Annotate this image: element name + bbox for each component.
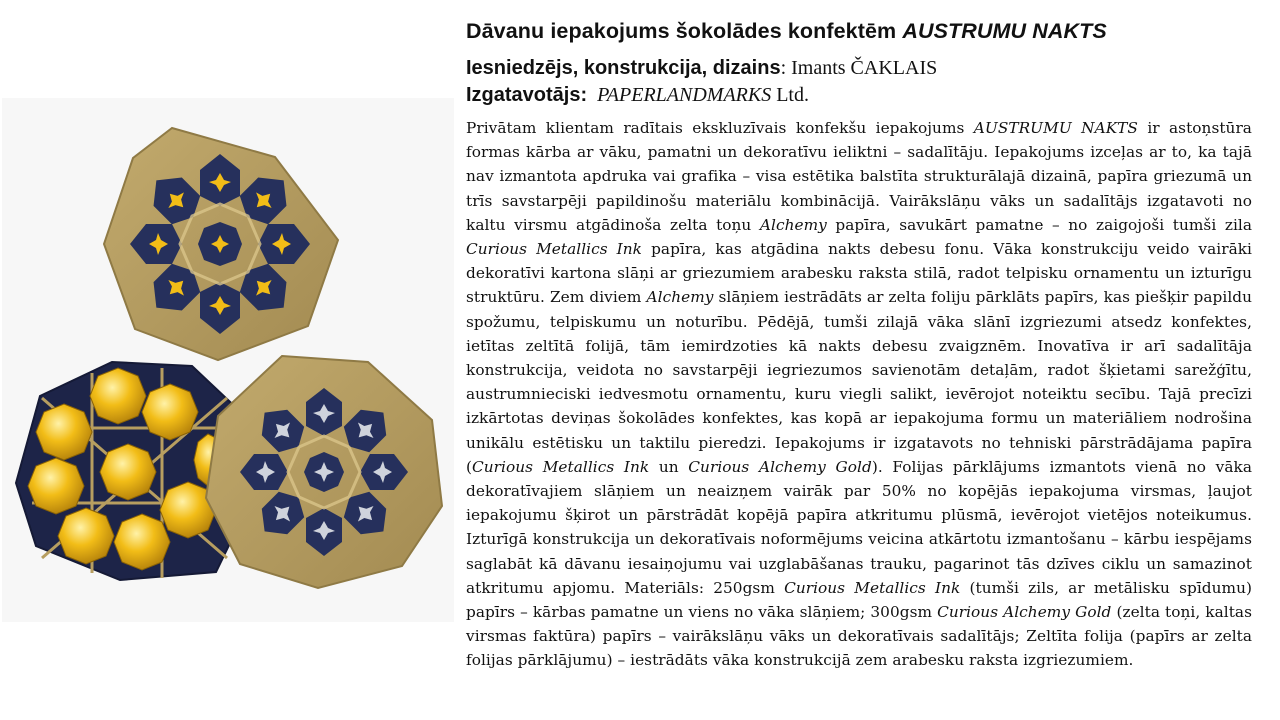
- body-italic: Alchemy: [759, 215, 827, 234]
- body-italic: Curious Alchemy Gold: [937, 603, 1112, 622]
- chocolate: [142, 384, 198, 440]
- chocolate: [90, 368, 146, 424]
- lid-closed-silver-stars: [206, 356, 442, 588]
- maker-line: [466, 82, 1252, 109]
- description-paragraph: [466, 116, 1252, 673]
- applicant-value: Imants ČAKLAIS: [791, 57, 938, 79]
- chocolate: [28, 458, 84, 514]
- page-title: [466, 16, 1252, 46]
- body-italic: Curious Metallics Ink: [472, 457, 650, 476]
- title-product-name: AUSTRUMU NAKTS: [902, 19, 1107, 43]
- body-text: (tumši zils, ar metālisku spīdumu) papīrs – kārbas pamatne un viens no vāka slāņiem; 300gsm: [466, 578, 1252, 622]
- body-italic: Curious Alchemy Gold: [688, 457, 872, 476]
- body-text: papīra, savukārt pamatne – no zaigojoši tumši zila: [826, 215, 1252, 234]
- body-italic: Curious Metallics Ink: [784, 578, 961, 597]
- description-column: [466, 16, 1252, 673]
- title-plain: Dāvanu iepakojums šokolādes konfektēm: [466, 19, 903, 43]
- maker-value: PAPERLANDMARKS: [597, 84, 772, 106]
- lid-window-center: [304, 452, 344, 492]
- applicant-label: Iesniedzējs, konstrukcija, dizains: [466, 57, 781, 79]
- body-text: un: [649, 457, 689, 476]
- lid-window-center: [198, 222, 242, 266]
- body-text: ). Folijas pārklājums izmantots vienā no vāka dekoratīvajiem slāņiem un neaizņem vairāk par 50% no kopējās iepakojuma virsmas, ļaujot iepakojumu šķirot un pārstrādāt kopējā papīra atkritumu plūsmā, ievērojot vietējos noteikumus. Izturīgā konstrukcija un dekoratīvais noformējums veicina atkārtotu izmantošanu – kārbu iespējams saglabāt kā dāvanu iesaiņojumu vai uzglabāšanas trauku, pagarinot tās dzīves ciklu un samazinot atkritumu apjomu. Materiāls: 250gsm: [466, 457, 1252, 597]
- body-italic: Curious Metallics Ink: [466, 240, 642, 259]
- body-italic: Alchemy: [646, 288, 714, 307]
- body-text: slāņiem iestrādāts ar zelta foliju pārklāts papīrs, kas piešķir papildu spožumu, telpiskumu un noturību. Pēdējā, tumši zilajā vāka slānī izgriezumi atsedz konfektes, ietītas zeltītā folijā, tām iemirdzoties kā nakts debesu zvaigznēm. Inovatīva ir arī sadalītāja konstrukcija, veidota no savstarpēji iegriezumos savienotām detaļām, radot šķietami sarežģītu, austrumnieciski iedvesmotu ornamentu, kuru viegli salikt, ievērojot noteiktu secību. Tajā precīzi izkārtotas deviņas šokolādes konfektes, kas kopā ar iepakojuma formu un materiāliem nodrošina unikālu estētisku un taktilu pieredzi. Iepakojums ir izgatavots no tehniski pārstrādājama papīra (: [466, 288, 1253, 476]
- lid-closed-gold-stars: [104, 128, 338, 360]
- body-text: (zelta toņi, kaltas virsmas faktūra) papīrs – vairākslāņu vāks un dekoratīvais sadalītājs; Zeltīta folija (papīrs ar zelta folijas pārklājumu) – iestrādāts vāka konstrukcijā zem arabesku raksta izgriezumiem.: [466, 603, 1252, 670]
- body-text: ir astoņstūra formas kārba ar vāku, pamatni un dekoratīvu ieliktni – sadalītāju. Iepakojums izceļas ar to, ka tajā nav izmantota apdruka vai grafika – visa estētika balstīta strukturālajā dizainā, papīra griezumā un trīs savstarpēji papildinošu materiālu kombinācijā. Vairākslāņu vāks un sadalītājs izgatavoti no kaltu virsmu atgādinoša zelta toņu: [466, 119, 1252, 234]
- body-italic: AUSTRUMU NAKTS: [973, 119, 1138, 137]
- applicant-line: Iesniedzējs, konstrukcija, dizains: Imants ČAKLAIS: [466, 57, 938, 79]
- maker-label: Izgatavotājs:: [466, 84, 588, 106]
- chocolate: [58, 508, 114, 564]
- chocolate: [36, 404, 92, 460]
- product-photo: [2, 98, 454, 622]
- body-text: papīra, kas atgādina nakts debesu fonu. Vāka konstrukciju veido vairāki dekoratīvi kartona slāņi ar griezumiem arabesku raksta stilā, radot telpisku ornamentu un izturīgu struktūru. Zem diviem: [466, 240, 1253, 307]
- chocolate: [114, 514, 170, 570]
- body-text: Privātam klientam radītais ekskluzīvais konfekšu iepakojums: [466, 119, 974, 137]
- maker-suffix: Ltd.: [776, 84, 809, 106]
- chocolate: [100, 444, 156, 500]
- credits: [466, 55, 1252, 109]
